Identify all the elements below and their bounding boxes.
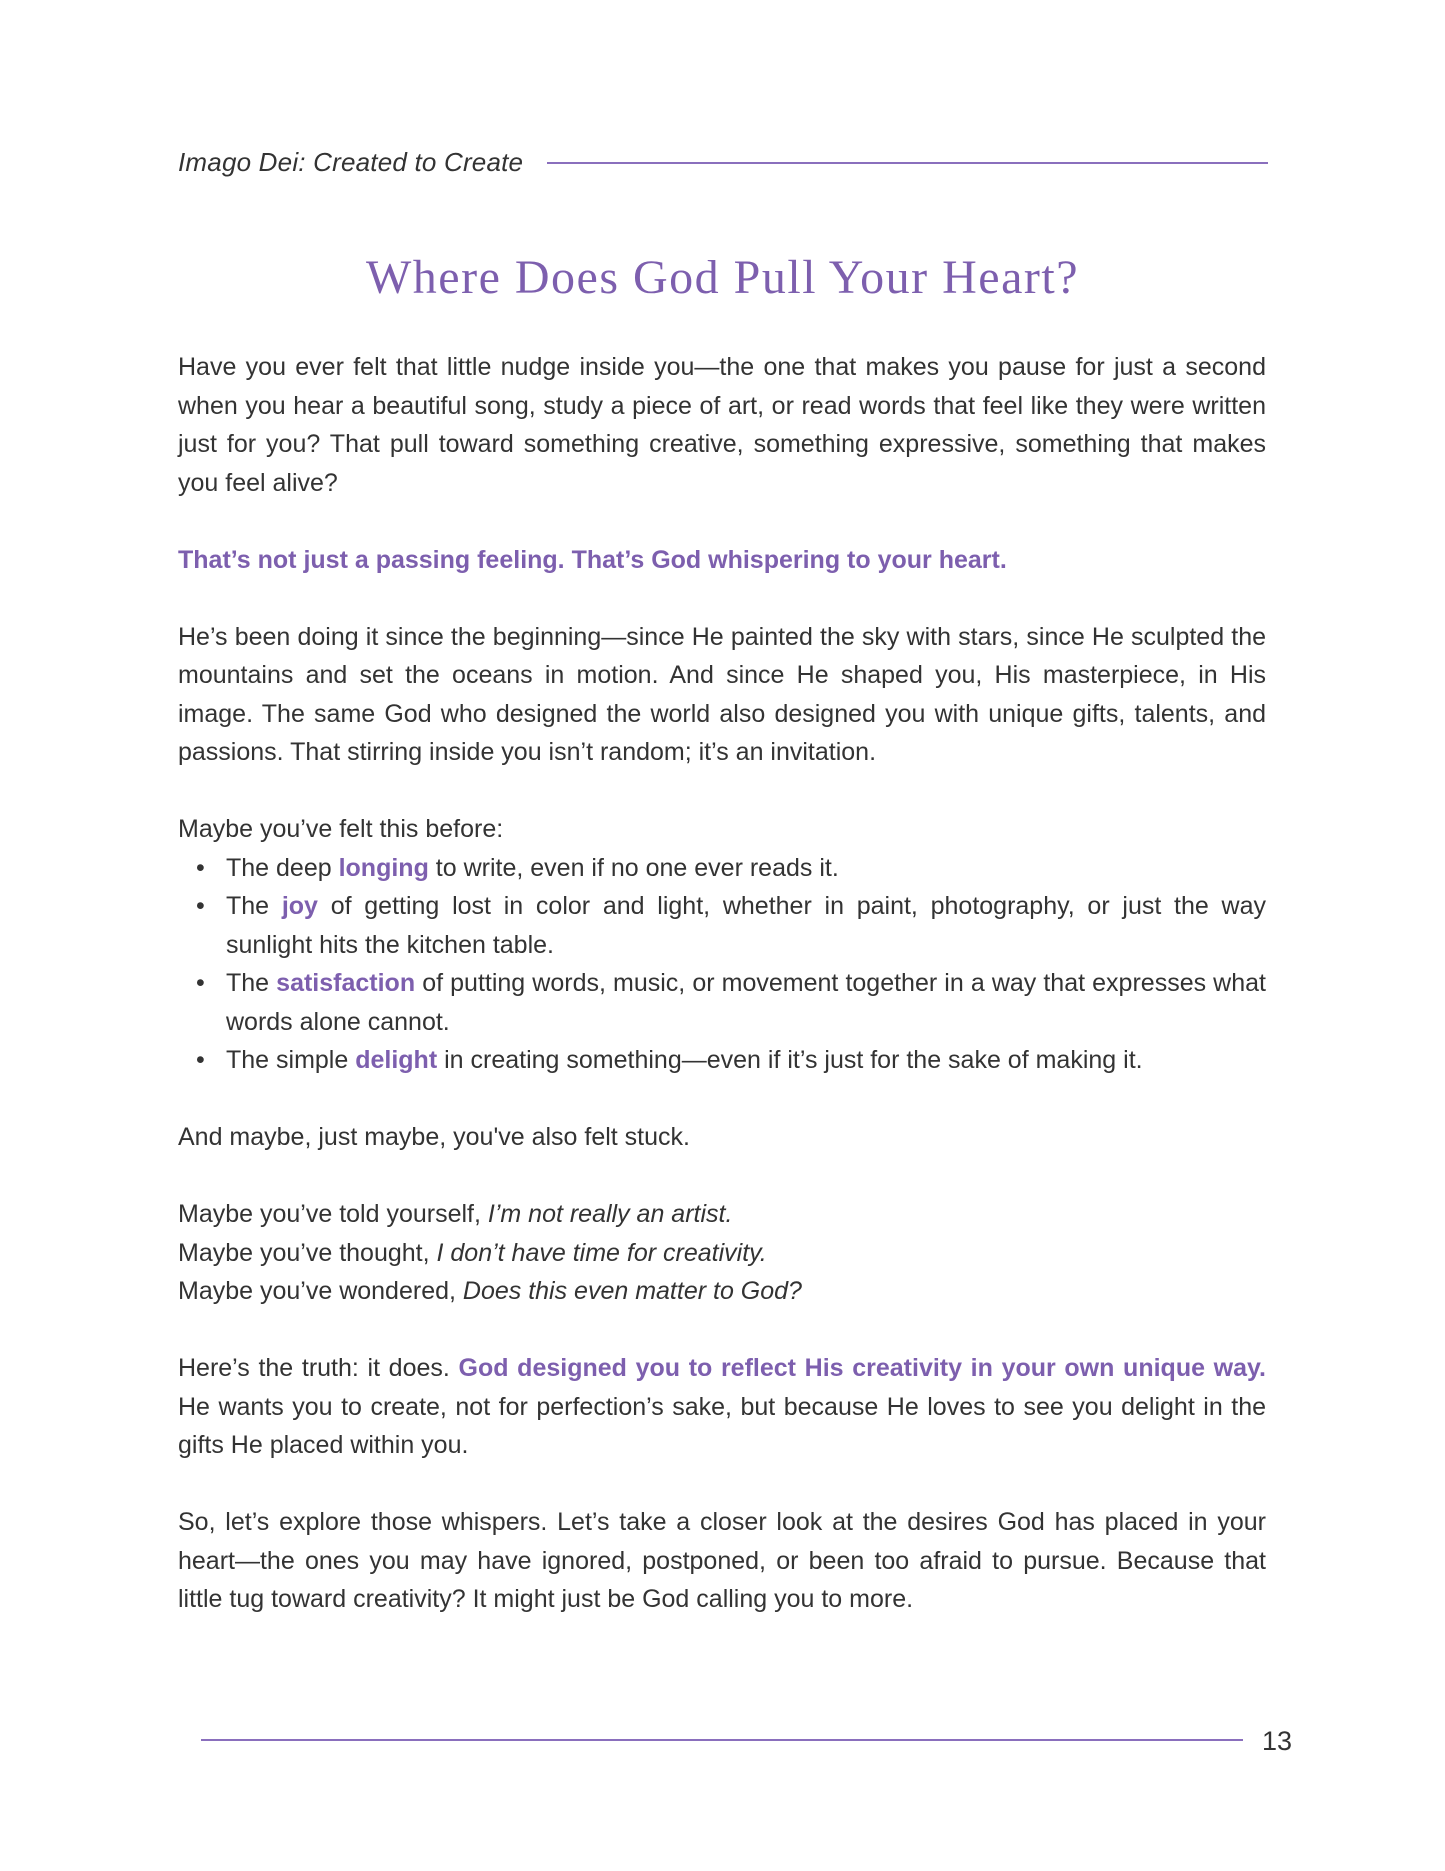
highlight-word: delight (355, 1046, 438, 1074)
beginning-paragraph: He’s been doing it since the beginning—since He painted the sky with stars, since He sculpted the mountains and set the oceans in motion. And since He shaped you, His masterpiece, in His image. The same God who designed the world also designed you with unique gifts, talents, and passions. That stirring inside you isn’t random; it’s an invitation. (178, 622, 1266, 766)
highlight-text: That’s not just a passing feeling. That’s God whispering to your heart. (178, 545, 1007, 574)
highlight-word: longing (338, 853, 429, 882)
page-title: Where Does God Pull Your Heart? (365, 251, 1080, 304)
feelings-list (178, 849, 1266, 1080)
highlight-word: satisfaction (276, 969, 416, 997)
page-body (178, 348, 1266, 1657)
running-header (178, 142, 1268, 182)
doubt-quote: I’m not really an artist. (487, 1200, 733, 1228)
doubt-quote: Does this even matter to God? (462, 1277, 802, 1305)
running-header-title: Imago Dei: Created to Create (178, 146, 524, 177)
doubt-quote: I don’t have time for creativity. (436, 1238, 767, 1267)
highlight-paragraph (178, 541, 1266, 580)
highlight-word: joy (281, 892, 318, 920)
bullet-icon: • (196, 1046, 205, 1074)
bullet-icon: • (196, 892, 205, 920)
doubts-paragraph: Maybe you’ve told yourself, I’m not really an artist. Maybe you’ve thought, I don’t have time for creativity. Maybe you’ve wondered, Does this even matter to God? (178, 1200, 802, 1305)
bullet-icon: • (196, 969, 205, 997)
page-number: 13 (1262, 1726, 1293, 1756)
list-intro: Maybe you’ve felt this before: (178, 815, 504, 843)
bullet-icon: • (196, 853, 205, 882)
truth-paragraph: Here’s the truth: it does. God designed you to reflect His creativity in your own unique way. He wants you to create, not for perfection’s sake, but because He loves to see you delight in the gifts He placed within you. (178, 1354, 1267, 1459)
closing-paragraph: So, let’s explore those whispers. Let’s take a closer look at the desires God has placed in your heart—the ones you may have ignored, postponed, or been too afraid to pursue. Because that little tug toward creativity? It might just be God calling you to more. (178, 1508, 1266, 1613)
list-item: • The deep longing to write, even if no one ever reads it. (178, 849, 1266, 888)
stuck-paragraph: And maybe, just maybe, you've also felt stuck. (178, 1123, 690, 1151)
header-divider (547, 162, 1268, 164)
footer-divider (201, 1739, 1243, 1741)
list-item: • The joy of getting lost in color and light, whether in paint, photography, or just the way sunlight hits the kitchen table. (178, 887, 1266, 964)
list-item: • The satisfaction of putting words, music, or movement together in a way that expresses what words alone cannot. (178, 964, 1266, 1041)
highlight-text: God designed you to reflect His creativity in your own unique way. (458, 1354, 1267, 1382)
intro-paragraph: Have you ever felt that little nudge inside you—the one that makes you pause for just a second when you hear a beautiful song, study a piece of art, or read words that feel like they were written just for you? That pull toward something creative, something expressive, something that makes you feel alive? (178, 353, 1266, 497)
list-item: • The simple delight in creating something—even if it’s just for the sake of making it. (178, 1041, 1266, 1080)
